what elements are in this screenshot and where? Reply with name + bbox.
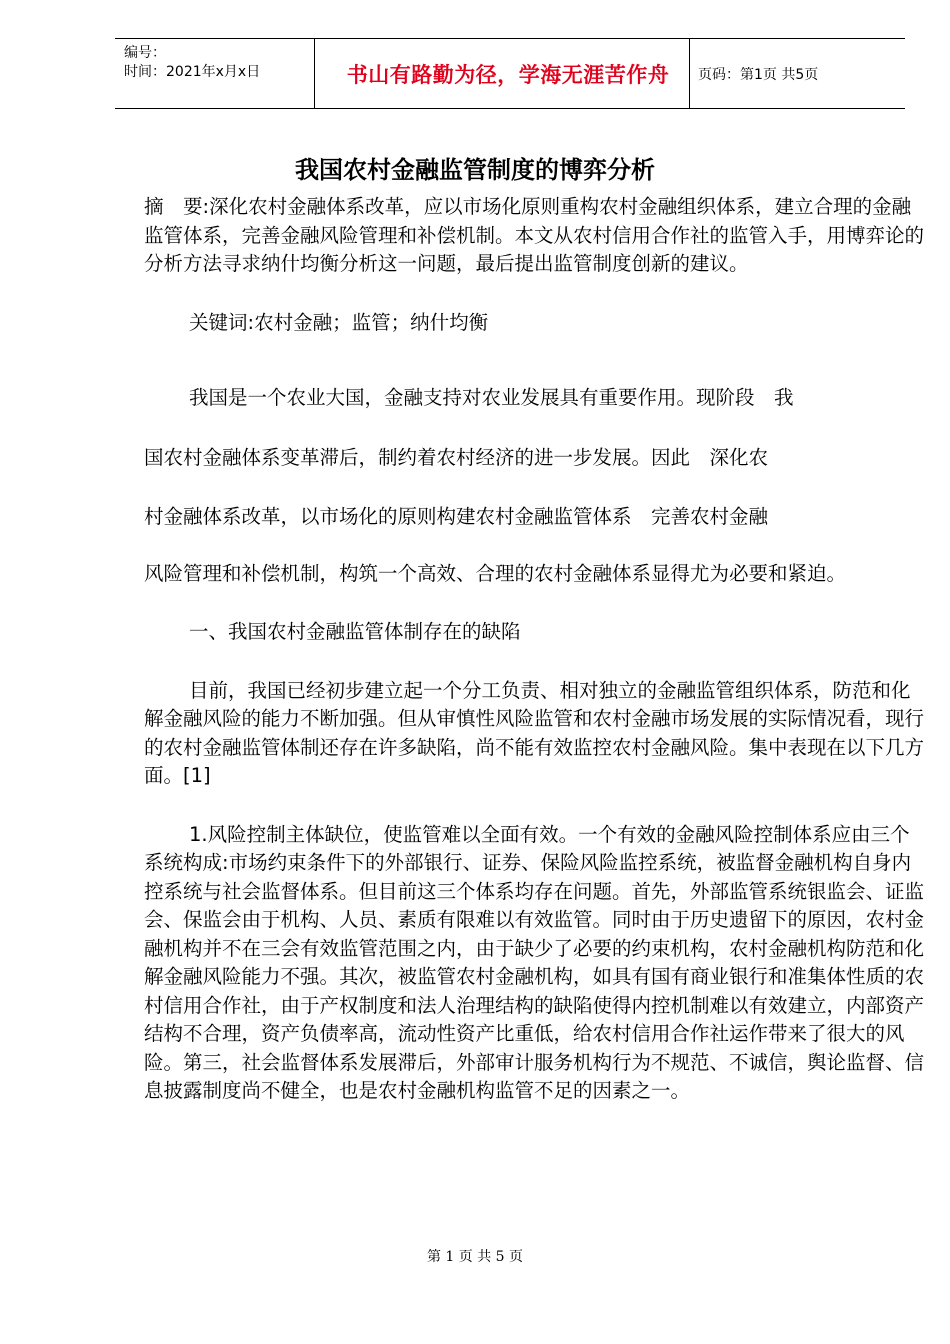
- intro-paragraph: [144, 384, 929, 588]
- intro-line: 风险管理和补偿机制，构筑一个高效、合理的农村金融体系显得尤为必要和紧迫。: [144, 561, 847, 585]
- document-time-label: 时间：2021年x月x日: [124, 64, 261, 80]
- header-meta: [115, 39, 315, 108]
- intro-line: 我国是一个农业大国，金融支持对农业发展具有重要作用。现阶段 我: [189, 386, 794, 409]
- document-number-label: 编号：: [124, 45, 166, 61]
- body-paragraph: 目前，我国已经初步建立起一个分工负责、相对独立的金融监管组织体系，防范和化解金融风险的能力不断加强。但从审慎性风险监管和农村金融市场发展的实际情况看，现行的农村金融监管体制还存在许多缺陷，尚不能有效监控农村金融风险。集中表现在以下几方面。[1]: [144, 678, 925, 787]
- header-page-info: 页码：第1页 共5页: [698, 66, 819, 83]
- header-page-info-cell: [690, 39, 905, 108]
- intro-line: 村金融体系改革，以市场化的原则构建农村金融监管体系 完善农村金融: [144, 505, 769, 528]
- header-motto: 书山有路勤为径，学海无涯苦作舟: [346, 61, 670, 87]
- page-footer: 第 1 页 共 5 页: [426, 1249, 524, 1265]
- body-paragraph: 1.风险控制主体缺位，使监管难以全面有效。一个有效的金融风险控制体系应由三个系统构成:市场约束条件下的外部银行、证券、保险风险监控系统，被监督金融机构自身内控系统与社会监督体系。但目前这三个体系均存在问题。首先，外部监管系统银监会、证监会、保监会由于机构、人员、素质有限难以有效监管。同时由于历史遗留下的原因，农村金融机构并不在三会有效监管范围之内，由于缺少了必要的约束机构，农村金融机构防范和化解金融风险能力不强。其次，被监管农村金融机构，如具有国有商业银行和准集体性质的农村信用合作社，由于产权制度和法人治理结构的缺陷使得内控机制难以有效建立，内部资产结构不合理，资产负债率高，流动性资产比重低，给农村信用合作社运作带来了很大的风险。第三，社会监督体系发展滞后，外部审计服务机构行为不规范、不诚信，舆论监督、信息披露制度尚不健全，也是农村金融机构监管不足的因素之一。: [144, 822, 925, 1102]
- abstract-paragraph: 摘 要:深化农村金融体系改革，应以市场化原则重构农村金融组织体系，建立合理的金融监管体系，完善金融风险管理和补偿机制。本文从农村信用合作社的监管入手，用博弈论的分析方法寻求纳什均衡分析这一问题，最后提出监管制度创新的建议。: [144, 195, 925, 275]
- section-heading: 一、我国农村金融监管体制存在的缺陷: [189, 620, 521, 643]
- keywords-line: 关键词:农村金融；监管；纳什均衡: [189, 310, 489, 334]
- header-motto-cell: [315, 39, 690, 108]
- intro-line: 国农村金融体系变革滞后，制约着农村经济的进一步发展。因此 深化农: [144, 445, 769, 469]
- document-title: 我国农村金融监管制度的博弈分析: [295, 155, 655, 184]
- document-body: [144, 193, 929, 1106]
- page-header: [115, 38, 905, 109]
